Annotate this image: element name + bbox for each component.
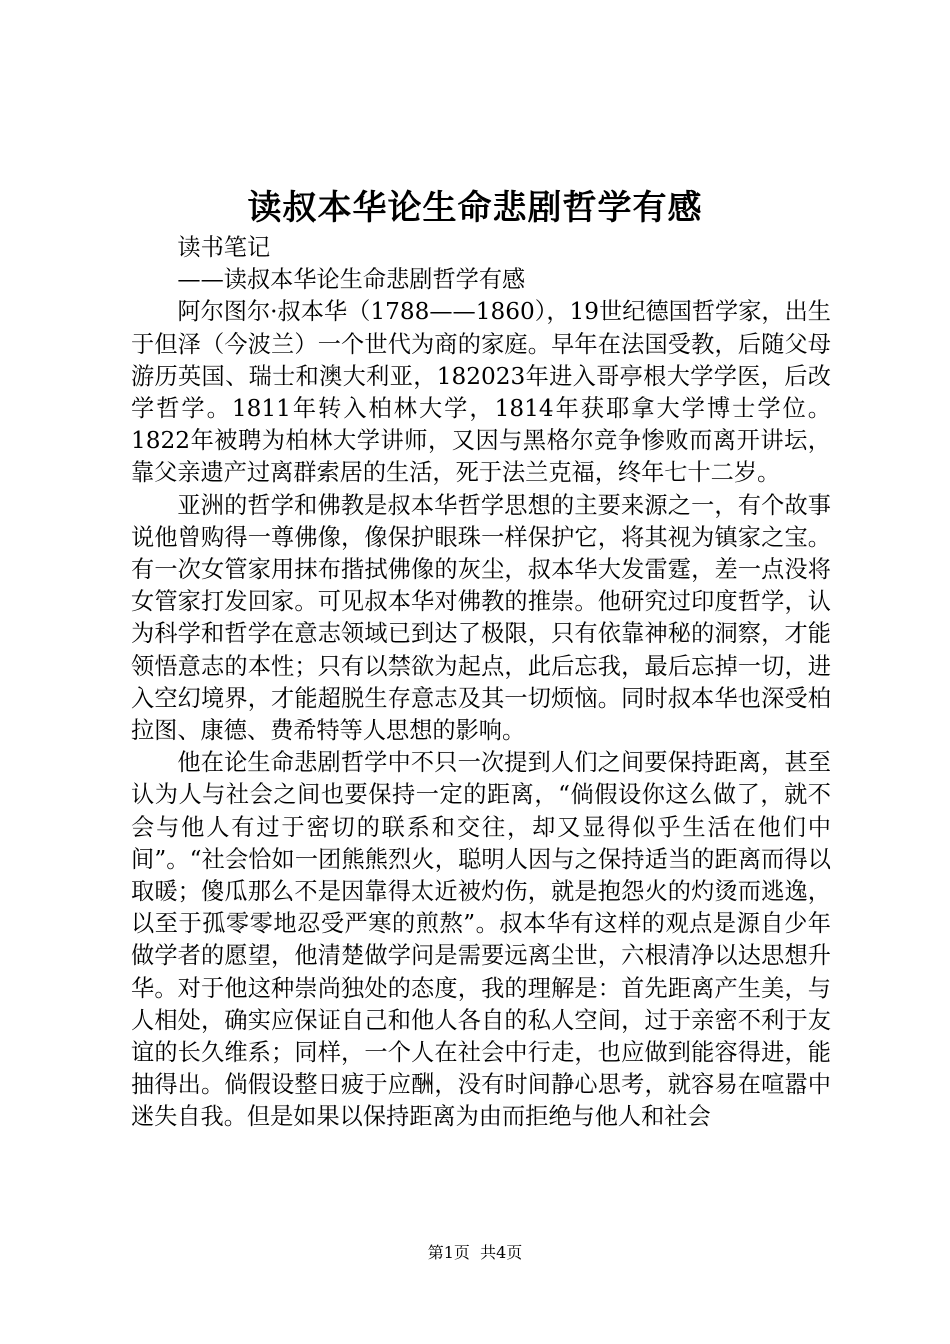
paragraph-distance: 他在论生命悲剧哲学中不只一次提到人们之间要保持距离，甚至认为人与社会之间也要保持一定的距离，“倘假设你这么做了，就不会与他人有过于密切的联系和交往，却又显得似乎生活在他们中间”。“社会恰如一团熊熊烈火，聪明人因与之保持适当的距离而得以取暖；傻瓜那么不是因靠得太近被灼伤，就是抱怨火的灼烫而逃逸，以至于孤零零地忍受严寒的煎熬”。叔本华有这样的观点是源自少年做学者的愿望，他清楚做学问是需要远离尘世，六根清净以达思想升华。对于他这种崇尚独处的态度，我的理解是：首先距离产生美，与人相处，确实应保证自己和他人各自的私人空间，过于亲密不利于友谊的长久维系；同样，一个人在社会中行走，也应做到能容得进，能抽得出。倘假设整日疲于应酬，没有时间静心思考，就容易在喧嚣中迷失自我。但是如果以保持距离为由而拒绝与他人和社会 (131, 749, 831, 1131)
page-title: 读叔本华论生命悲剧哲学有感 (247, 188, 703, 228)
page-total: 共4页 (480, 1243, 523, 1262)
paragraph-subtitle: 读书笔记 (177, 234, 271, 261)
paragraph-subheading: ——读叔本华论生命悲剧哲学有感 (177, 266, 526, 294)
paragraph-buddhism: 亚洲的哲学和佛教是叔本华哲学思想的主要来源之一，有个故事说他曾购得一尊佛像，像保护眼珠一样保护它，将其视为镇家之宝。有一次女管家用抹布揩拭佛像的灰尘，叔本华大发雷霆，差一点没将女管家打发回家。可见叔本华对佛教的推崇。他研究过印度哲学，认为科学和哲学在意志领域已到达了极限，只有依靠神秘的洞察，才能领悟意志的本性；只有以禁欲为起点，此后忘我，最后忘掉一切，进入空幻境界，才能超脱生存意志及其一切烦恼。同时叔本华也深受柏拉图、康德、费希特等人思想的影响。 (131, 491, 831, 745)
page-number: 第1页 (427, 1243, 470, 1262)
document-body (131, 232, 831, 1134)
footer-separator (470, 1243, 480, 1262)
paragraph-biography: 阿尔图尔·叔本华（1788——1860），19世纪德国哲学家，出生于但泽（今波兰）一个世代为商的家庭。早年在法国受教，后随父母游历英国、瑞士和澳大利亚，182023年进入哥亭根大学学医，后改学哲学。1811年转入柏林大学，1814年获耶拿大学博士学位。1822年被聘为柏林大学讲师，又因与黑格尔竞争惨败而离开讲坛，靠父亲遗产过离群索居的生活，死于法兰克福，终年七十二岁。 (131, 298, 831, 487)
page-footer (0, 1242, 950, 1264)
